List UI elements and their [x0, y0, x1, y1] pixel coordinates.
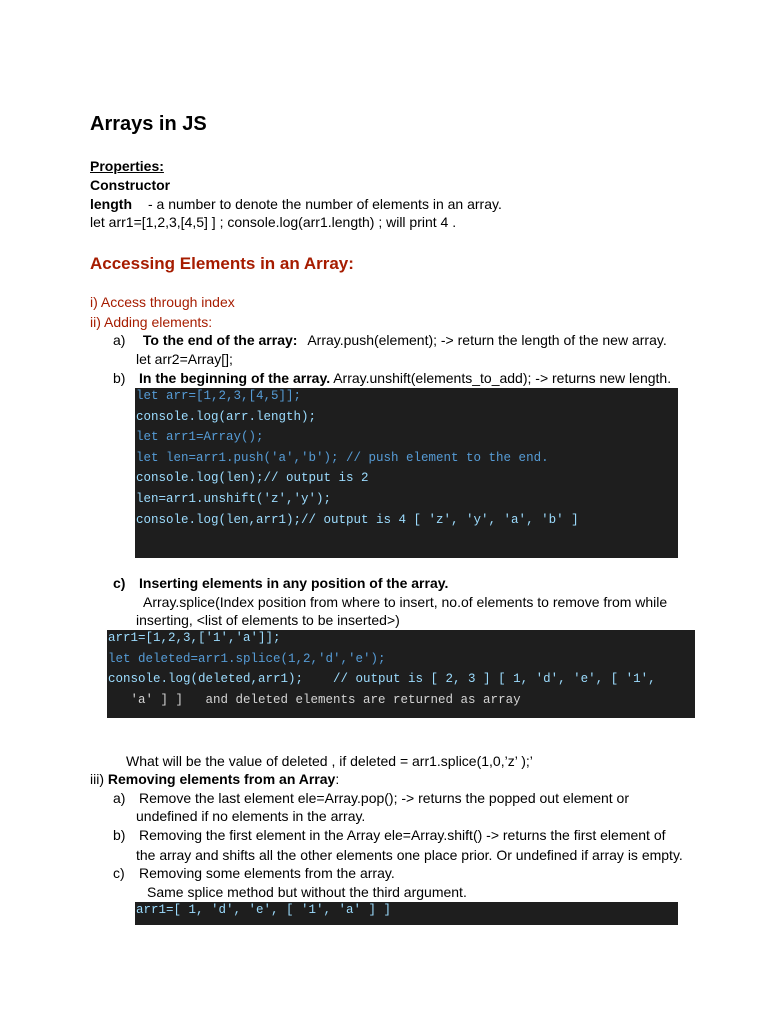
- removing-bold: Removing elements from an Array: [107, 771, 336, 787]
- length-example: let arr1=[1,2,3,[4,5] ] ; console.log(arr1.length) ; will print 4 .: [90, 214, 457, 230]
- removing-prefix: iii): [90, 771, 104, 787]
- code-line: let arr=[1,2,3,[4,5]];: [136, 389, 302, 403]
- add-c-line2: inserting, <list of elements to be inserted>): [136, 612, 400, 628]
- add-a-item: [113, 331, 667, 349]
- rem-b-item: [113, 826, 666, 844]
- code-line: console.log(len,arr1);// output is 4 [ 'z', 'y', 'a', 'b' ]: [136, 513, 579, 527]
- list-label: c): [113, 575, 126, 591]
- list-label: a): [113, 790, 126, 806]
- length-description: - a number to denote the number of elements in an array.: [148, 196, 502, 212]
- rem-a-line2: undefined if no elements in the array.: [136, 808, 366, 824]
- code-line: let deleted=arr1.splice(1,2,'d','e');: [108, 652, 386, 666]
- code-line: console.log(deleted,arr1); // output is [ 2, 3 ] [ 1, 'd', 'e', [ '1',: [108, 672, 656, 686]
- rem-c-item: [113, 864, 395, 882]
- rem-a-item: [113, 789, 629, 807]
- add-c-line1: Array.splice(Index position from where to insert, no.of elements to remove from while: [143, 594, 668, 610]
- list-label: b): [113, 827, 126, 843]
- question-text: What will be the value of deleted , if deleted = arr1.splice(1,0,’z’ );’: [126, 753, 533, 769]
- code-line: len=arr1.unshift('z','y');: [136, 492, 332, 506]
- add-c-item: [113, 574, 448, 592]
- rem-a-line1: Remove the last element ele=Array.pop(); -> returns the popped out element or: [139, 790, 630, 806]
- code-line: console.log(arr.length);: [136, 410, 317, 424]
- rem-c-line2: Same splice method but without the third argument.: [147, 884, 467, 900]
- length-line: [90, 195, 502, 213]
- rem-b-line1: Removing the first element in the Array ele=Array.shift() -> returns the first element of: [139, 827, 666, 843]
- section-heading: Accessing Elements in an Array:: [90, 254, 354, 273]
- code-line: arr1=[1,2,3,['1','a']];: [108, 631, 281, 645]
- access-index-item: i) Access through index: [90, 294, 235, 310]
- code-block-3: [135, 902, 678, 925]
- page-title: Arrays in JS: [90, 113, 207, 135]
- code-line: 'a' ] ] and deleted elements are returned as array: [108, 693, 521, 707]
- add-a-bold: To the end of the array:: [142, 332, 298, 348]
- removing-heading: [90, 770, 339, 788]
- constructor-label: Constructor: [90, 177, 171, 193]
- add-a-line2: let arr2=Array[];: [136, 351, 233, 367]
- properties-heading: Properties:: [90, 158, 164, 174]
- list-label: a): [113, 332, 126, 348]
- removing-colon: :: [335, 771, 340, 787]
- code-line: let len=arr1.push('a','b'); // push element to the end.: [136, 451, 549, 465]
- list-label: b): [113, 370, 126, 386]
- add-b-text: Array.unshift(elements_to_add); -> returns new length.: [333, 370, 672, 386]
- rem-c-line1: Removing some elements from the array.: [139, 865, 395, 881]
- add-b-item: [113, 369, 671, 387]
- length-term: length: [90, 196, 132, 212]
- add-c-bold: Inserting elements in any position of the array.: [139, 575, 449, 591]
- add-a-text: Array.push(element); -> return the length of the new array.: [307, 332, 667, 348]
- list-label: c): [113, 865, 125, 881]
- adding-elements-heading: ii) Adding elements:: [90, 314, 213, 330]
- add-b-bold: In the beginning of the array.: [139, 370, 331, 386]
- code-line: arr1=[ 1, 'd', 'e', [ '1', 'a' ] ]: [136, 903, 392, 917]
- code-line: console.log(len);// output is 2: [136, 471, 369, 485]
- code-block-2: [107, 630, 695, 718]
- rem-b-line2: the array and shifts all the other elements one place prior. Or undefined if array is empty.: [136, 847, 683, 863]
- code-block-1: [135, 388, 678, 558]
- code-line: let arr1=Array();: [136, 430, 264, 444]
